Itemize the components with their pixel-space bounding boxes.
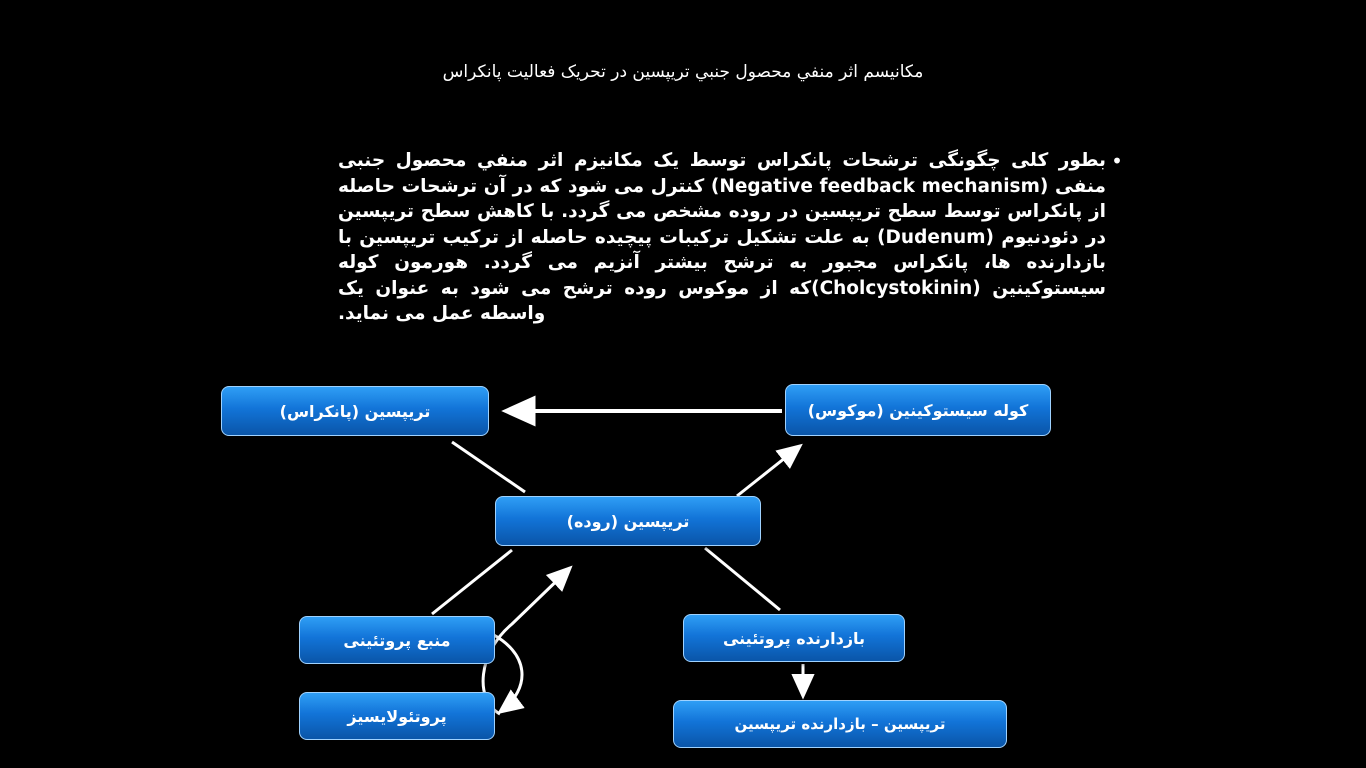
node-protein-source[interactable] bbox=[299, 616, 495, 664]
bullet-paragraph: بطور کلی چگونگی ترشحات پانکراس توسط یک مکانیزم اثر منفي محصول جنبی منفی (Negative feedback mechanism) کنترل می شود که در آن ترشحات حاصله از پانکراس توسط سطح تریپسین در روده مشخص می گردد. با کاهش سطح تریپسین در دئودنیوم (Dudenum) به علت تشکیل ترکیبات پیچیده حاصله از ترکیب تریپسین با بازدارنده ها، پانکراس مجبور به ترشح بیشتر آنزیم می گردد. هورمون کوله سیستوکینین (Cholcystokinin)که از موکوس روده ترشح می شود به عنوان یک واسطه عمل می نماید. bbox=[338, 150, 1106, 324]
arrow-trypsin-gut-to-cck bbox=[737, 446, 800, 496]
arrow-proteolysis-curve-up bbox=[483, 568, 570, 714]
arrow-protein-source-to-trypsin-gut bbox=[432, 550, 512, 614]
body-text-block bbox=[338, 148, 1128, 327]
flow-diagram bbox=[0, 370, 1366, 768]
page-title: مکانيسم اثر منفي محصول جنبي تريپسين در تحريک فعاليت پانکراس bbox=[442, 62, 924, 82]
node-label: کوله سیستوکینین (موکوس) bbox=[807, 400, 1029, 420]
node-trypsin-gut[interactable] bbox=[495, 496, 761, 546]
node-trypsin-pancreas[interactable] bbox=[221, 386, 489, 436]
node-protein-inhibitor[interactable] bbox=[683, 614, 905, 662]
bullet-item bbox=[338, 148, 1128, 327]
bullet-marker: • bbox=[1111, 149, 1123, 173]
node-label: تریپسین – بازدارنده تریپسین bbox=[734, 715, 946, 733]
node-proteolysis[interactable] bbox=[299, 692, 495, 740]
node-label: منبع پروتئینی bbox=[343, 630, 451, 650]
node-label: تریپسین (پانکراس) bbox=[279, 401, 431, 421]
arrow-trypsin-gut-to-inhibitor bbox=[705, 548, 780, 610]
node-cholecystokinin[interactable] bbox=[785, 384, 1051, 436]
node-trypsin-inhibitor-complex[interactable] bbox=[673, 700, 1007, 748]
node-label: پروتئولایسیز bbox=[347, 706, 447, 726]
arrow-trypsin-pancreas-to-trypsin-gut bbox=[452, 442, 525, 492]
node-label: تریپسین (روده) bbox=[566, 511, 690, 531]
node-label: بازدارنده پروتئینی bbox=[722, 628, 866, 648]
